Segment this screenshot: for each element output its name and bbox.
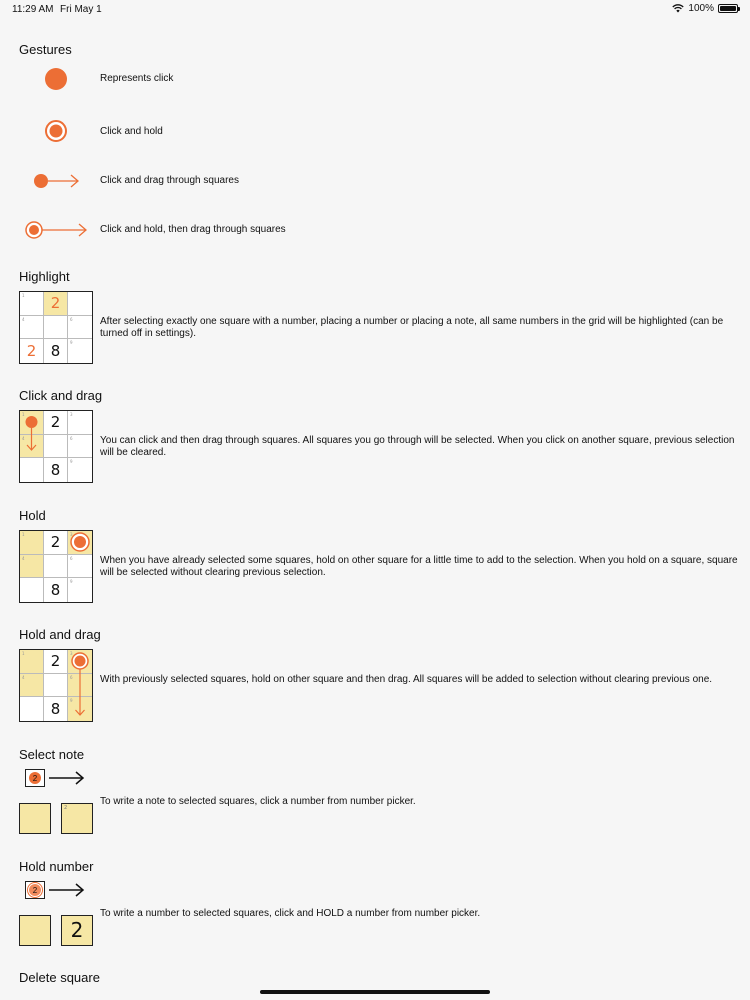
hold-drag-description: With previously selected squares, hold on other square and then drag. All squares will be added to selection without clearing previous one. bbox=[100, 674, 713, 685]
cell-note: 1 bbox=[22, 532, 25, 537]
cell-note: 6 bbox=[70, 316, 73, 322]
sudoku-grid-highlight bbox=[19, 291, 93, 364]
section-title-hold-number: Hold number bbox=[19, 859, 94, 874]
home-indicator[interactable] bbox=[260, 990, 490, 994]
square-note: 2 bbox=[64, 805, 68, 811]
cell-note: 1 bbox=[22, 412, 25, 417]
hold-description: When you have already selected some squares, hold on other square for a little time to add to the selection. When you hold on a square, square will be selected without clearing previous selection. bbox=[100, 555, 738, 578]
cell-value: 2 bbox=[26, 342, 37, 361]
grid-cell bbox=[68, 316, 92, 340]
number-picker-key bbox=[25, 881, 45, 899]
gesture-label-click: Represents click bbox=[100, 73, 174, 84]
selected-square bbox=[19, 803, 51, 834]
cell-note: 9 bbox=[70, 340, 73, 346]
highlight-description: After selecting exactly one square with a number, placing a number or placing a note, all same numbers in the grid will be highlighted (can be turned off in settings). bbox=[100, 316, 724, 339]
click-drag-description: You can click and then drag through squares. All squares you go through will be selected. When you click on another square, previous selection will be cleared. bbox=[100, 435, 735, 458]
gesture-label-hold: Click and hold bbox=[100, 126, 163, 137]
square-number: 2 bbox=[70, 918, 84, 942]
cell-note: 4 bbox=[22, 674, 25, 680]
section-title-hold: Hold bbox=[19, 508, 46, 523]
cell-note: 3 bbox=[70, 532, 73, 537]
hold-drag-down-arrow-icon bbox=[19, 649, 93, 722]
status-time: 11:29 AM bbox=[12, 4, 54, 15]
cell-note: 1 bbox=[22, 651, 25, 656]
select-note-description: To write a note to selected squares, click a number from number picker. bbox=[100, 796, 416, 807]
cell-note: 9 bbox=[70, 579, 73, 585]
cell-note: 3 bbox=[70, 651, 73, 656]
click-hold-icon bbox=[45, 120, 67, 142]
section-title-hold-drag: Hold and drag bbox=[19, 627, 101, 642]
grid-cell bbox=[20, 292, 44, 316]
click-drag-arrow-icon bbox=[33, 172, 81, 190]
cell-note: 6 bbox=[70, 555, 73, 561]
grid-cell bbox=[68, 339, 92, 363]
section-title-highlight: Highlight bbox=[19, 269, 70, 284]
selected-square bbox=[61, 803, 93, 834]
hold-number-description: To write a number to selected squares, click and HOLD a number from number picker. bbox=[100, 908, 481, 919]
status-right bbox=[672, 3, 738, 14]
gesture-label-hold-drag: Click and hold, then drag through squares bbox=[100, 224, 286, 235]
cell-note: 9 bbox=[70, 698, 73, 704]
grid-cell bbox=[44, 316, 68, 340]
grid-cell bbox=[68, 292, 92, 316]
grid-cell bbox=[20, 316, 44, 340]
selected-square bbox=[61, 915, 93, 946]
cell-value: 2 bbox=[50, 294, 61, 313]
status-bar bbox=[0, 0, 750, 20]
click-dot-icon bbox=[45, 68, 67, 90]
cell-value: 8 bbox=[50, 581, 61, 600]
cell-value: 2 bbox=[50, 652, 61, 671]
right-arrow-icon bbox=[48, 881, 86, 899]
wifi-icon bbox=[672, 4, 684, 13]
cell-value: 2 bbox=[50, 413, 61, 432]
gesture-label-drag: Click and drag through squares bbox=[100, 175, 239, 186]
cell-note: 6 bbox=[70, 674, 73, 680]
cell-note: 4 bbox=[22, 435, 25, 441]
section-title-gestures: Gestures bbox=[19, 42, 72, 57]
battery-icon bbox=[718, 4, 738, 13]
hold-drag-arrow-icon bbox=[25, 221, 89, 239]
selected-square bbox=[19, 915, 51, 946]
number-picker-key bbox=[25, 769, 45, 787]
section-title-delete-square: Delete square bbox=[19, 970, 100, 985]
hold-ring-icon bbox=[19, 530, 93, 603]
cell-note: 1 bbox=[22, 293, 25, 298]
click-dot-icon: 2 bbox=[29, 772, 41, 784]
status-date: Fri May 1 bbox=[60, 4, 102, 15]
cell-note: 6 bbox=[70, 435, 73, 441]
cell-note: 3 bbox=[70, 412, 73, 417]
right-arrow-icon bbox=[48, 769, 86, 787]
drag-down-arrow-icon bbox=[19, 410, 93, 483]
cell-value: 8 bbox=[50, 342, 61, 361]
section-title-click-drag: Click and drag bbox=[19, 388, 103, 403]
cell-value: 8 bbox=[50, 461, 61, 480]
cell-value: 8 bbox=[50, 700, 61, 719]
grid-cell bbox=[20, 339, 44, 363]
cell-note: 4 bbox=[22, 316, 25, 322]
grid-cell bbox=[44, 292, 68, 316]
section-title-select-note: Select note bbox=[19, 747, 85, 762]
battery-percent: 100% bbox=[688, 3, 714, 14]
cell-note: 9 bbox=[70, 459, 73, 465]
grid-cell bbox=[44, 339, 68, 363]
click-hold-icon: 2 bbox=[29, 884, 41, 896]
cell-note: 4 bbox=[22, 555, 25, 561]
cell-value: 2 bbox=[50, 533, 61, 552]
